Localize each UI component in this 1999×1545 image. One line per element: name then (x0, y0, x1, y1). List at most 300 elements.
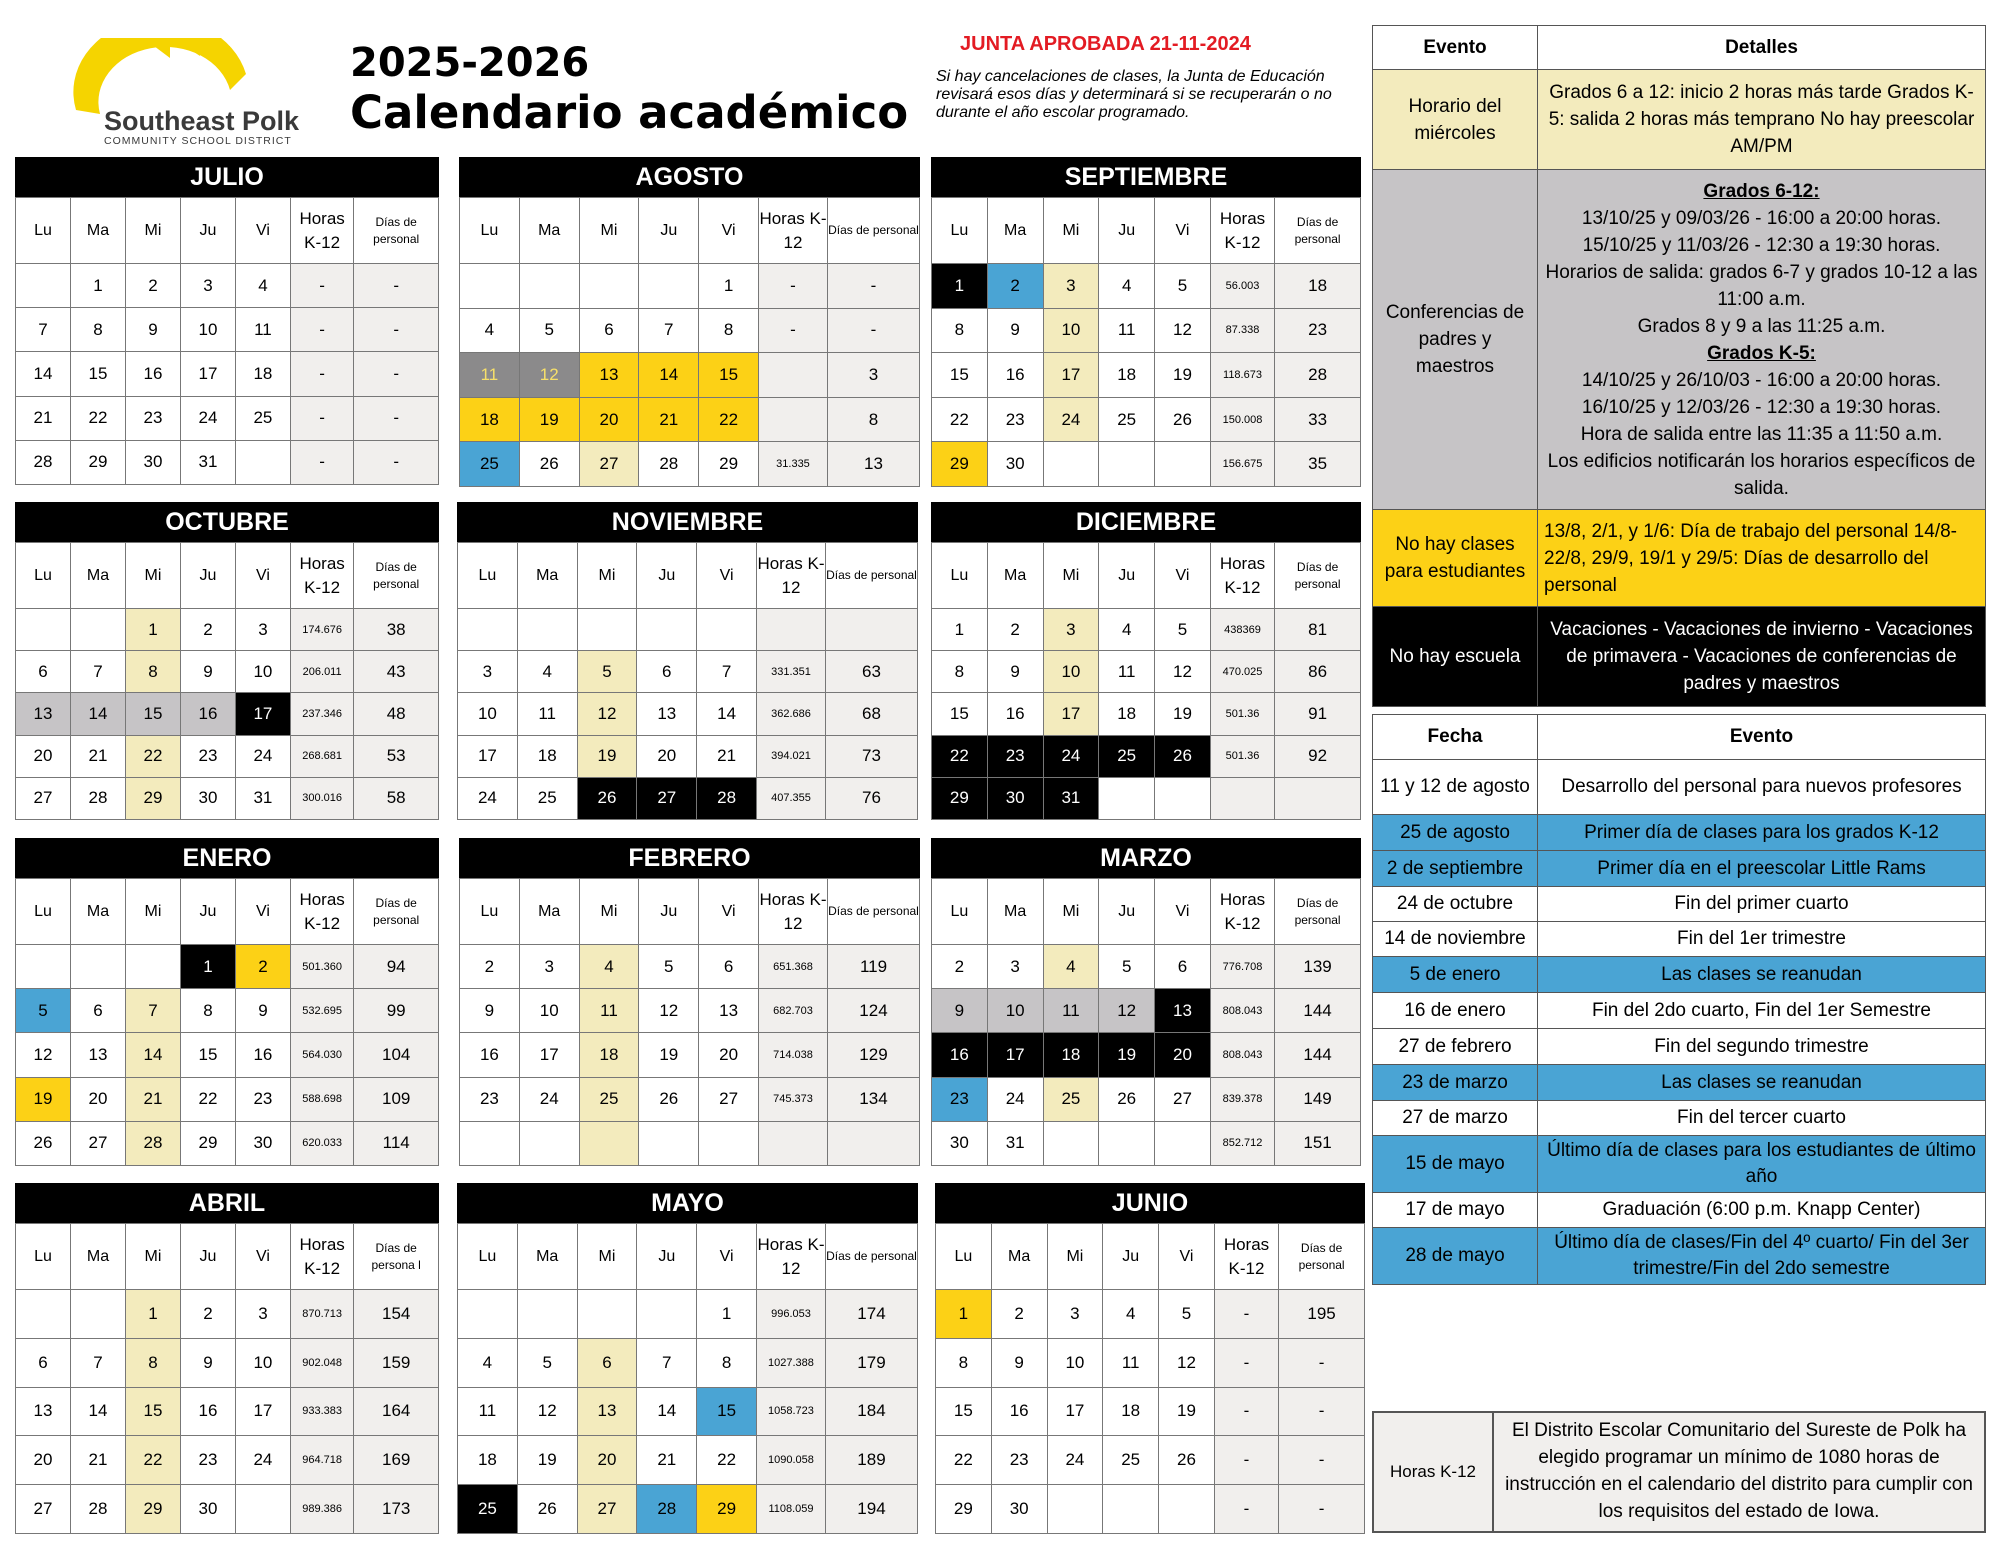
day-cell: 15 (932, 353, 988, 398)
month-noviembre (457, 502, 918, 819)
weekday-label: Mi (125, 1224, 180, 1290)
staff-days-cell: 23 (1275, 308, 1361, 353)
hours-cell: 776.708 (1210, 945, 1274, 989)
event-date: 11 y 12 de agosto (1373, 760, 1538, 815)
day-cell: 24 (1043, 397, 1099, 442)
weekday-label: Vi (1155, 543, 1211, 609)
day-cell: 31 (180, 440, 235, 484)
day-cell: 14 (70, 693, 125, 735)
event-date: 15 de mayo (1373, 1136, 1538, 1193)
staff-days-cell: - (1279, 1436, 1365, 1485)
day-cell: 16 (991, 1387, 1047, 1436)
hours-cell: 501.360 (290, 945, 353, 989)
day-cell: 12 (639, 989, 699, 1033)
day-cell: 28 (70, 1485, 125, 1534)
day-cell: 10 (235, 651, 290, 693)
weekday-label: Ma (70, 1224, 125, 1290)
staff-days-cell: 99 (354, 989, 439, 1033)
day-cell: 27 (1155, 1077, 1211, 1121)
week-row (458, 777, 918, 819)
day-cell: 9 (235, 989, 290, 1033)
event-row (1373, 922, 1986, 957)
day-cell: 24 (180, 396, 235, 440)
day-cell: 17 (987, 1033, 1043, 1077)
day-cell (70, 945, 125, 989)
hours-cell (758, 1121, 827, 1165)
day-cell: 2 (987, 264, 1043, 309)
staff-days-cell: 53 (354, 735, 439, 777)
day-cell: 16 (180, 1387, 235, 1436)
day-cell: 6 (699, 945, 759, 989)
weekday-label: Lu (932, 879, 988, 945)
day-cell: 12 (519, 353, 579, 398)
hours-cell: 150.008 (1210, 397, 1274, 442)
day-cell: 17 (1043, 693, 1099, 735)
day-cell: 14 (637, 1387, 697, 1436)
weekday-label: Vi (1155, 198, 1211, 264)
legend-detail-line: 16/10/25 y 12/03/26 - 12:30 a 19:30 horas. (1581, 396, 1942, 418)
event-row (1373, 1136, 1986, 1193)
day-cell: 17 (1047, 1387, 1103, 1436)
weekday-label: Vi (235, 198, 290, 264)
weekday-label: Lu (932, 543, 988, 609)
month-grid (15, 878, 439, 1166)
staff-days-header: Días de personal (354, 198, 439, 264)
month-agosto (459, 157, 920, 486)
legend-details (1538, 170, 1986, 510)
staff-days-header: Días de personal (827, 198, 919, 264)
month-marzo (931, 838, 1361, 1165)
weekday-label: Vi (235, 543, 290, 609)
day-cell: 24 (519, 1077, 579, 1121)
cancellation-note: Si hay cancelaciones de clases, la Junta de Educación revisará esos días y determinará si se recuperarán o no durante el año escolar programado. (936, 68, 1332, 121)
day-cell: 27 (699, 1077, 759, 1121)
hours-cell: 1108.059 (756, 1485, 825, 1534)
event-date: 27 de febrero (1373, 1029, 1538, 1065)
staff-days-cell: 48 (354, 693, 439, 735)
day-cell (1155, 777, 1211, 819)
week-row (932, 1077, 1361, 1121)
month-grid (935, 1223, 1365, 1534)
event-date: 17 de mayo (1373, 1193, 1538, 1228)
day-cell: 8 (699, 308, 759, 353)
month-septiembre (931, 157, 1361, 486)
week-row (460, 989, 920, 1033)
day-cell: 1 (70, 264, 125, 308)
event-date: 23 de marzo (1373, 1065, 1538, 1101)
day-cell: 30 (235, 1121, 290, 1165)
legend-detail-line: Hora de salida entre las 11:35 a 11:50 a.m. (1580, 423, 1943, 445)
event-row (1373, 993, 1986, 1029)
hours-cell: - (1214, 1338, 1278, 1387)
weekday-label: Mi (125, 879, 180, 945)
week-row (460, 1033, 920, 1077)
day-cell: 14 (697, 693, 757, 735)
day-cell: 29 (125, 1485, 180, 1534)
week-row (932, 1033, 1361, 1077)
day-cell: 18 (1099, 353, 1155, 398)
day-cell (697, 609, 757, 651)
week-row (458, 609, 918, 651)
day-cell: 19 (517, 1436, 577, 1485)
weekday-label: Ma (519, 879, 579, 945)
day-cell: 11 (235, 308, 290, 352)
day-cell: 1 (932, 609, 988, 651)
weekday-label: Ju (637, 1224, 697, 1290)
weekday-header-row (16, 1224, 439, 1290)
day-cell: 4 (579, 945, 639, 989)
day-cell (458, 1290, 518, 1339)
weekday-label: Vi (235, 1224, 290, 1290)
staff-days-cell: 81 (1275, 609, 1361, 651)
day-cell: 29 (936, 1485, 992, 1534)
staff-days-cell: 8 (827, 397, 919, 442)
hours-cell: - (1214, 1290, 1278, 1339)
hours-header: Horas K-12 (290, 879, 353, 945)
event-description: Fin del 2do cuarto, Fin del 1er Semestre (1538, 993, 1986, 1029)
day-cell: 11 (579, 989, 639, 1033)
day-cell: 16 (987, 693, 1043, 735)
day-cell: 20 (1155, 1033, 1211, 1077)
weekday-label: Ju (1099, 543, 1155, 609)
day-cell: 9 (991, 1338, 1047, 1387)
staff-days-cell: 189 (825, 1436, 917, 1485)
day-cell: 2 (932, 945, 988, 989)
weekday-label: Ma (70, 198, 125, 264)
weekday-label: Vi (699, 198, 759, 264)
day-cell: 18 (1103, 1387, 1159, 1436)
day-cell: 1 (125, 1290, 180, 1339)
day-cell: 19 (1099, 1033, 1155, 1077)
week-row (16, 264, 439, 308)
weekday-label: Lu (460, 879, 520, 945)
day-cell: 26 (517, 1485, 577, 1534)
events-header (1373, 715, 1986, 760)
day-cell: 5 (577, 651, 637, 693)
month-grid (931, 542, 1361, 820)
day-cell: 30 (180, 1485, 235, 1534)
day-cell: 11 (517, 693, 577, 735)
day-cell: 11 (1103, 1338, 1159, 1387)
day-cell: 16 (987, 353, 1043, 398)
day-cell: 5 (517, 1338, 577, 1387)
weekday-label: Mi (1047, 1224, 1103, 1290)
month-grid (15, 1223, 439, 1534)
day-cell: 13 (16, 693, 71, 735)
day-cell (1043, 442, 1099, 487)
staff-days-cell: - (827, 264, 919, 309)
staff-days-header: Días de personal (1275, 543, 1361, 609)
event-row (1373, 957, 1986, 993)
day-cell: 21 (697, 735, 757, 777)
week-row (16, 1077, 439, 1121)
logo-sub: COMMUNITY SCHOOL DISTRICT (104, 135, 292, 147)
title-block (350, 40, 908, 140)
month-title: FEBRERO (459, 838, 920, 878)
day-cell: 3 (987, 945, 1043, 989)
day-cell: 1 (932, 264, 988, 309)
weekday-label: Ma (517, 1224, 577, 1290)
day-cell: 17 (235, 1387, 290, 1436)
weekday-label: Ma (70, 879, 125, 945)
hours-cell: 989.386 (290, 1485, 353, 1534)
day-cell: 26 (519, 442, 579, 487)
day-cell: 22 (125, 1436, 180, 1485)
legend-detail-line: Grados 8 y 9 a las 11:25 a.m. (1637, 315, 1886, 337)
day-cell (235, 1485, 290, 1534)
day-cell: 17 (1043, 353, 1099, 398)
day-cell: 21 (70, 735, 125, 777)
legend-row-conferences (1373, 170, 1986, 510)
weekday-label: Ma (517, 543, 577, 609)
week-row (936, 1387, 1365, 1436)
hours-cell: 31.335 (758, 442, 827, 487)
staff-days-cell: 38 (354, 609, 439, 651)
hours-cell: - (290, 264, 353, 308)
day-cell: 9 (180, 651, 235, 693)
staff-days-cell: 109 (354, 1077, 439, 1121)
day-cell: 6 (577, 1338, 637, 1387)
week-row (16, 1290, 439, 1339)
hours-cell: 933.383 (290, 1387, 353, 1436)
day-cell: 8 (70, 308, 125, 352)
month-grid (457, 542, 918, 820)
weekday-header-row (460, 198, 920, 264)
month-grid (459, 878, 920, 1166)
day-cell: 4 (460, 308, 520, 353)
day-cell: 23 (180, 735, 235, 777)
hours-cell: 902.048 (290, 1338, 353, 1387)
weekday-label: Lu (16, 543, 71, 609)
weekday-label: Ju (180, 1224, 235, 1290)
week-row (460, 1121, 920, 1165)
day-cell: 13 (577, 1387, 637, 1436)
day-cell (579, 264, 639, 309)
hours-cell: 156.675 (1210, 442, 1274, 487)
hours-cell: - (1214, 1387, 1278, 1436)
week-row (460, 945, 920, 989)
weekday-label: Ju (1103, 1224, 1159, 1290)
staff-days-header: Días de personal (354, 879, 439, 945)
day-cell: 30 (991, 1485, 1047, 1534)
day-cell (1099, 442, 1155, 487)
staff-days-header: Días de personal (1279, 1224, 1365, 1290)
day-cell: 22 (699, 397, 759, 442)
hours-cell: 996.053 (756, 1290, 825, 1339)
day-cell: 17 (180, 352, 235, 396)
day-cell: 3 (235, 609, 290, 651)
staff-days-cell: 68 (825, 693, 917, 735)
hours-cell (1210, 777, 1274, 819)
staff-days-cell: 179 (825, 1338, 917, 1387)
event-date: 27 de marzo (1373, 1101, 1538, 1136)
day-cell: 19 (577, 735, 637, 777)
event-description: Fin del primer cuarto (1538, 887, 1986, 922)
day-cell: 15 (699, 353, 759, 398)
day-cell: 21 (70, 1436, 125, 1485)
week-row (16, 735, 439, 777)
day-cell: 10 (987, 989, 1043, 1033)
day-cell: 26 (1159, 1436, 1215, 1485)
hours-cell: 56.003 (1210, 264, 1274, 309)
day-cell: 7 (637, 1338, 697, 1387)
weekday-label: Ma (987, 879, 1043, 945)
day-cell: 9 (460, 989, 520, 1033)
day-cell: 22 (936, 1436, 992, 1485)
day-cell: 30 (987, 442, 1043, 487)
hours-cell: 808.043 (1210, 989, 1274, 1033)
event-description: Último día de clases/Fin del 4º cuarto/ Fin del 3er trimestre/Fin del 2do semestre (1538, 1228, 1986, 1285)
day-cell: 21 (639, 397, 699, 442)
day-cell: 3 (519, 945, 579, 989)
staff-days-cell: 144 (1275, 1033, 1361, 1077)
weekday-label: Ju (637, 543, 697, 609)
day-cell: 27 (16, 1485, 71, 1534)
hours-cell: 362.686 (756, 693, 825, 735)
staff-days-cell: 28 (1275, 353, 1361, 398)
day-cell: 24 (987, 1077, 1043, 1121)
hours-cell: 237.346 (290, 693, 353, 735)
day-cell: 4 (1043, 945, 1099, 989)
day-cell: 23 (987, 735, 1043, 777)
event-date: 14 de noviembre (1373, 922, 1538, 957)
day-cell: 19 (1159, 1387, 1215, 1436)
event-row (1373, 760, 1986, 815)
day-cell: 8 (125, 651, 180, 693)
staff-days-cell: - (354, 440, 439, 484)
staff-days-cell: 13 (827, 442, 919, 487)
day-cell: 29 (932, 777, 988, 819)
day-cell: 25 (517, 777, 577, 819)
day-cell: 8 (180, 989, 235, 1033)
event-date: 16 de enero (1373, 993, 1538, 1029)
weekday-header-row (936, 1224, 1365, 1290)
day-cell (1099, 777, 1155, 819)
day-cell: 25 (1099, 735, 1155, 777)
day-cell (16, 1290, 71, 1339)
event-row (1373, 1065, 1986, 1101)
hours-cell: - (290, 440, 353, 484)
weekday-label: Mi (577, 543, 637, 609)
legend-detail-line: Los edificios notificarán los horarios específicos de salida. (1547, 450, 1976, 499)
weekday-label: Lu (460, 198, 520, 264)
staff-days-cell: 184 (825, 1387, 917, 1436)
day-cell: 13 (579, 353, 639, 398)
weekday-header-row (16, 198, 439, 264)
hours-cell: - (758, 264, 827, 309)
day-cell: 11 (1099, 308, 1155, 353)
day-cell (1047, 1485, 1103, 1534)
day-cell: 1 (936, 1290, 992, 1339)
day-cell: 12 (1155, 651, 1211, 693)
day-cell: 9 (125, 308, 180, 352)
month-title: AGOSTO (459, 157, 920, 197)
staff-days-header: Días de personal (1275, 198, 1361, 264)
day-cell: 20 (70, 1077, 125, 1121)
day-cell (458, 609, 518, 651)
hours-cell: - (1214, 1436, 1278, 1485)
event-date: 2 de septiembre (1373, 851, 1538, 887)
day-cell (1103, 1485, 1159, 1534)
staff-days-cell: 144 (1275, 989, 1361, 1033)
day-cell: 24 (458, 777, 518, 819)
hours-cell: 331.351 (756, 651, 825, 693)
day-cell: 22 (180, 1077, 235, 1121)
week-row (16, 1387, 439, 1436)
day-cell: 16 (180, 693, 235, 735)
hours-header: Horas K-12 (758, 879, 827, 945)
day-cell: 13 (637, 693, 697, 735)
day-cell: 19 (1155, 693, 1211, 735)
legend-detail-heading: Grados K-5: (1707, 342, 1816, 364)
day-cell: 29 (180, 1121, 235, 1165)
week-row (16, 693, 439, 735)
day-cell (517, 609, 577, 651)
day-cell: 2 (180, 609, 235, 651)
month-julio (15, 157, 439, 484)
day-cell (235, 440, 290, 484)
day-cell (460, 264, 520, 309)
day-cell (460, 1121, 520, 1165)
day-cell: 8 (125, 1338, 180, 1387)
weekday-header-row (16, 543, 439, 609)
day-cell: 25 (1103, 1436, 1159, 1485)
hours-cell: - (758, 308, 827, 353)
event-row (1373, 851, 1986, 887)
staff-days-cell: 76 (825, 777, 917, 819)
staff-days-cell (825, 609, 917, 651)
staff-days-cell: 94 (354, 945, 439, 989)
staff-days-cell: 86 (1275, 651, 1361, 693)
month-title: NOVIEMBRE (457, 502, 918, 542)
day-cell: 25 (579, 1077, 639, 1121)
event-row (1373, 887, 1986, 922)
week-row (932, 264, 1361, 309)
month-grid (15, 542, 439, 820)
week-row (16, 945, 439, 989)
week-row (458, 651, 918, 693)
hours-cell: 174.676 (290, 609, 353, 651)
hours-cell: 651.368 (758, 945, 827, 989)
day-cell: 12 (1155, 308, 1211, 353)
weekday-label: Vi (697, 543, 757, 609)
legend-header-event: Evento (1373, 26, 1538, 70)
weekday-label: Vi (1159, 1224, 1215, 1290)
day-cell: 8 (932, 651, 988, 693)
staff-days-cell: 169 (354, 1436, 439, 1485)
day-cell: 23 (125, 396, 180, 440)
day-cell: 25 (235, 396, 290, 440)
week-row (16, 777, 439, 819)
week-row (460, 308, 920, 353)
day-cell: 18 (517, 735, 577, 777)
hours-cell: - (290, 352, 353, 396)
hours-cell: 852.712 (1210, 1121, 1274, 1165)
day-cell: 4 (1099, 609, 1155, 651)
month-abril (15, 1183, 439, 1533)
legend-row-no-classes (1373, 510, 1986, 607)
week-row (460, 353, 920, 398)
week-row (16, 396, 439, 440)
day-cell: 8 (936, 1338, 992, 1387)
day-cell: 24 (235, 1436, 290, 1485)
day-cell: 10 (458, 693, 518, 735)
event-date: 25 de agosto (1373, 815, 1538, 851)
staff-days-header: Días de personal (1275, 879, 1361, 945)
weekday-label: Lu (16, 198, 71, 264)
events-table (1372, 714, 1986, 1285)
hours-cell: 300.016 (290, 777, 353, 819)
